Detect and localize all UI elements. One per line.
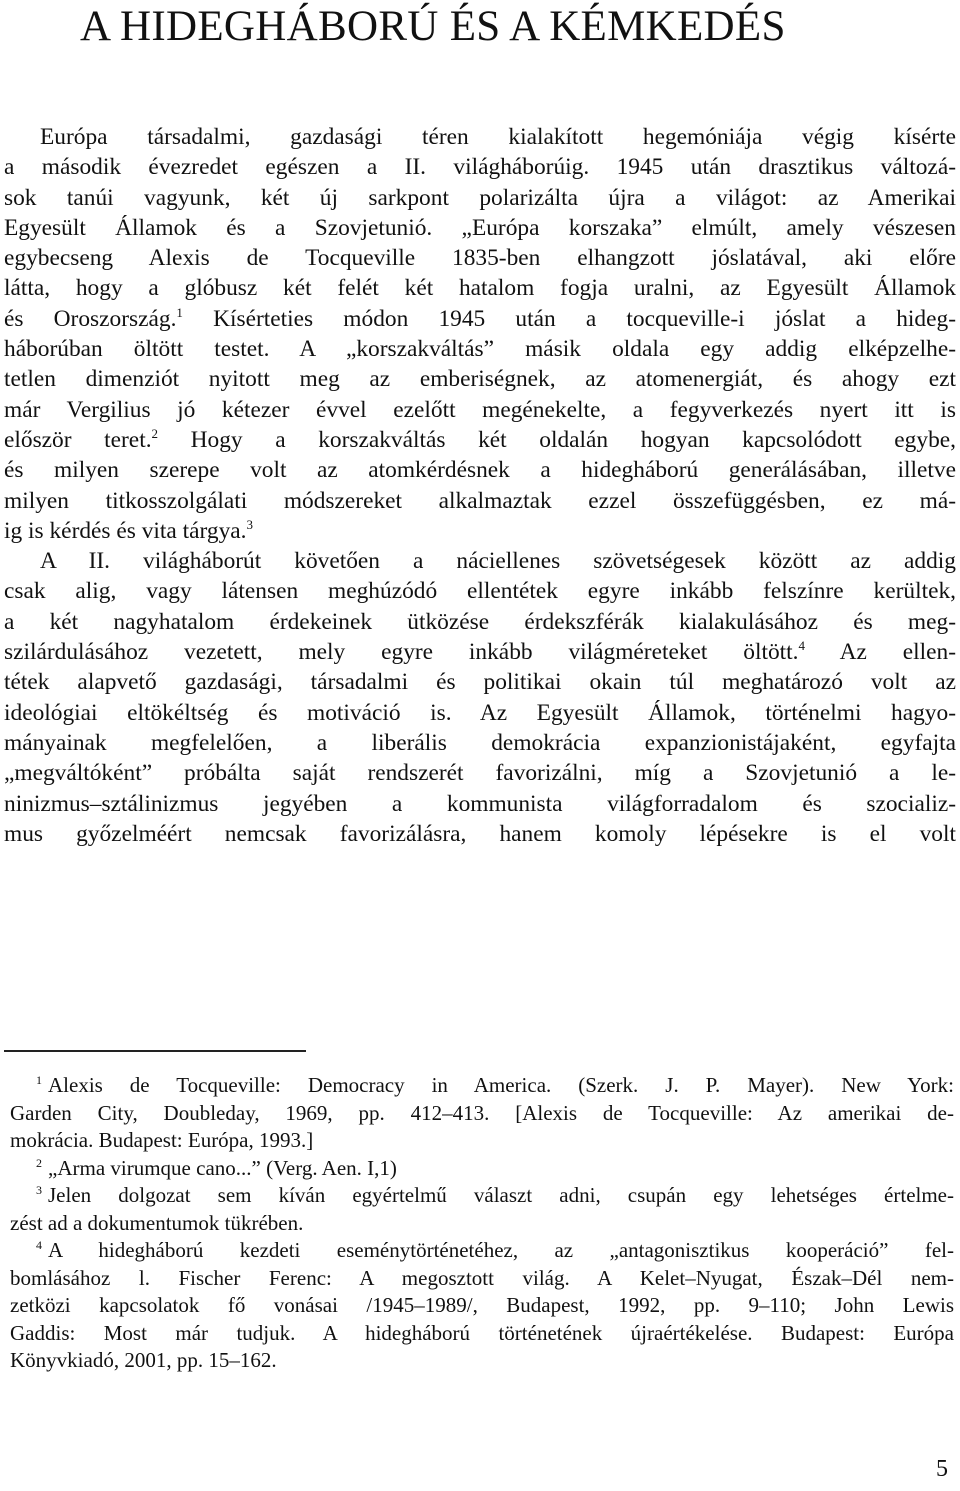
chapter-title: A HIDEGHÁBORÚ ÉS A KÉMKEDÉS — [80, 3, 786, 50]
body-line: mus győzelméért nemcsak favorizálásra, hanem komoly lépésekre is el volt — [4, 820, 956, 847]
footnote-ref: 4 — [798, 638, 806, 654]
body-line: tétek alapvető gazdasági, társadalmi és politikai okain túl meghatározó volt az — [4, 669, 956, 696]
body-line: először teret.$^2$ Hogy a korszakváltás két oldalán hogyan kapcsolódott egybe, — [4, 425, 956, 453]
body-line: már Vergilius jó kétezer évvel ezelőtt megénekelte, a fegyverkezés nyert itt is — [4, 396, 956, 423]
body-line: Európa társadalmi, gazdasági téren kialakított hegemóniája végig kísérte — [40, 124, 956, 150]
body-line: a második évezredet egészen a II. világháborúig. 1945 után drasztikus változá- — [4, 154, 956, 181]
footnote-line: Gaddis: Most már tudjuk. A hidegháború történetének újraértékelése. Budapest: Európa — [10, 1320, 954, 1345]
footnote-ref: 1 — [176, 304, 183, 320]
footnote-line: zetközi kapcsolatok fő vonásai /1945–1989/, Budapest, 1992, pp. 9–110; John Lewis — [10, 1293, 954, 1317]
body-line: szilárdulásához vezetett, mely egyre inkább világméreteket öltött.$^4$ Az ellen- — [4, 638, 956, 666]
body-line: sok tanúi vagyunk, két új sarkpont polarizálta újra a világot: az Amerikai — [4, 184, 956, 211]
footnote-line: Könyvkiadó, 2001, pp. 15–162. — [10, 1348, 277, 1372]
body-line: látta, hogy a glóbusz két felét két hatalom fogja uralni, az Egyesült Államok — [4, 275, 956, 302]
body-line: mányainak megfelelően, a liberális demokrácia expanzionistájaként, egyfajta — [4, 729, 956, 756]
footnote-line: Garden City, Doubleday, 1969, pp. 412–413. [Alexis de Tocqueville: Az amerikai de- — [10, 1100, 954, 1125]
body-line: ig is kérdés és vita tárgya.$^3$ — [4, 516, 254, 544]
body-line: háborúban öltött testet. A „korszakváltás” másik oldala egy addig elképzelhe- — [4, 336, 956, 363]
footnote-line: $^4$ A hidegháború kezdeti eseménytörténetéhez, az „antagonisztikus kooperáció” fel- — [36, 1238, 954, 1262]
body-line: „megváltóként” próbálta saját rendszerét favorizálni, míg a Szovjetunió a le- — [4, 760, 956, 787]
footnote-line: bomlásához l. Fischer Ferenc: A megosztott világ. A Kelet–Nyugat, Észak–Dél nem- — [10, 1265, 954, 1290]
footnote-line: $^1$ Alexis de Tocqueville: Democracy in America. (Szerk. J. P. Mayer). New York: — [36, 1073, 954, 1097]
footnote-ref: 3 — [246, 516, 254, 532]
body-line: tetlen dimenziót nyitott meg az emberiségnek, az atomenergiát, és ahogy ezt — [4, 366, 956, 393]
footnote-separator — [4, 1050, 306, 1052]
footnote-number: 4 — [36, 1238, 42, 1252]
body-line: milyen titkosszolgálati módszereket alkalmaztak ezzel összefüggésben, ez má- — [4, 487, 956, 514]
body-line: és Oroszország.$^1$ Kísérteties módon 1945 után a tocqueville-i jóslat a hideg- — [4, 304, 956, 332]
body-line: egybecseng Alexis de Tocqueville 1835-ben elhangzott jóslatával, aki előre — [4, 245, 956, 272]
body-text — [4, 122, 956, 849]
footnote-number: 3 — [36, 1183, 42, 1197]
footnotes — [4, 1072, 954, 1375]
body-line: és milyen szerepe volt az atomkérdésnek a hidegháború generálásában, illetve — [4, 457, 956, 484]
body-line: a két nagyhatalom érdekeinek ütközése érdekszférák kialakulásához és meg- — [4, 608, 956, 635]
body-line: A II. világháborút követően a náciellenes szövetségesek között az addig — [40, 548, 956, 575]
body-line: ideológiai eltökéltség és motiváció is. Az Egyesült Államok, történelmi hagyo- — [4, 699, 956, 726]
footnote-line: zést ad a dokumentumok tükrében. — [10, 1210, 304, 1235]
footnote-line: mokrácia. Budapest: Európa, 1993.] — [10, 1128, 314, 1152]
body-line: ninizmus–sztálinizmus jegyében a kommunista világforradalom és szocializ- — [4, 790, 956, 817]
body-line: csak alig, vagy látensen meghúzódó ellentétek egyre inkább felszínre kerültek, — [4, 578, 956, 605]
footnote-number: 1 — [36, 1073, 42, 1087]
page-number: 5 — [936, 1456, 948, 1482]
footnote-line: $^2$ „Arma virumque cano...” (Verg. Aen. I,1) — [36, 1155, 397, 1180]
footnote-ref: 2 — [151, 425, 159, 441]
footnote-line: $^3$ Jelen dolgozat sem kíván egyértelmű választ adni, csupán egy lehetséges értelme- — [36, 1183, 954, 1207]
body-line: Egyesült Államok és a Szovjetunió. „Európa korszaka” elmúlt, amely vészesen — [4, 214, 956, 241]
footnote-number: 2 — [36, 1155, 42, 1170]
